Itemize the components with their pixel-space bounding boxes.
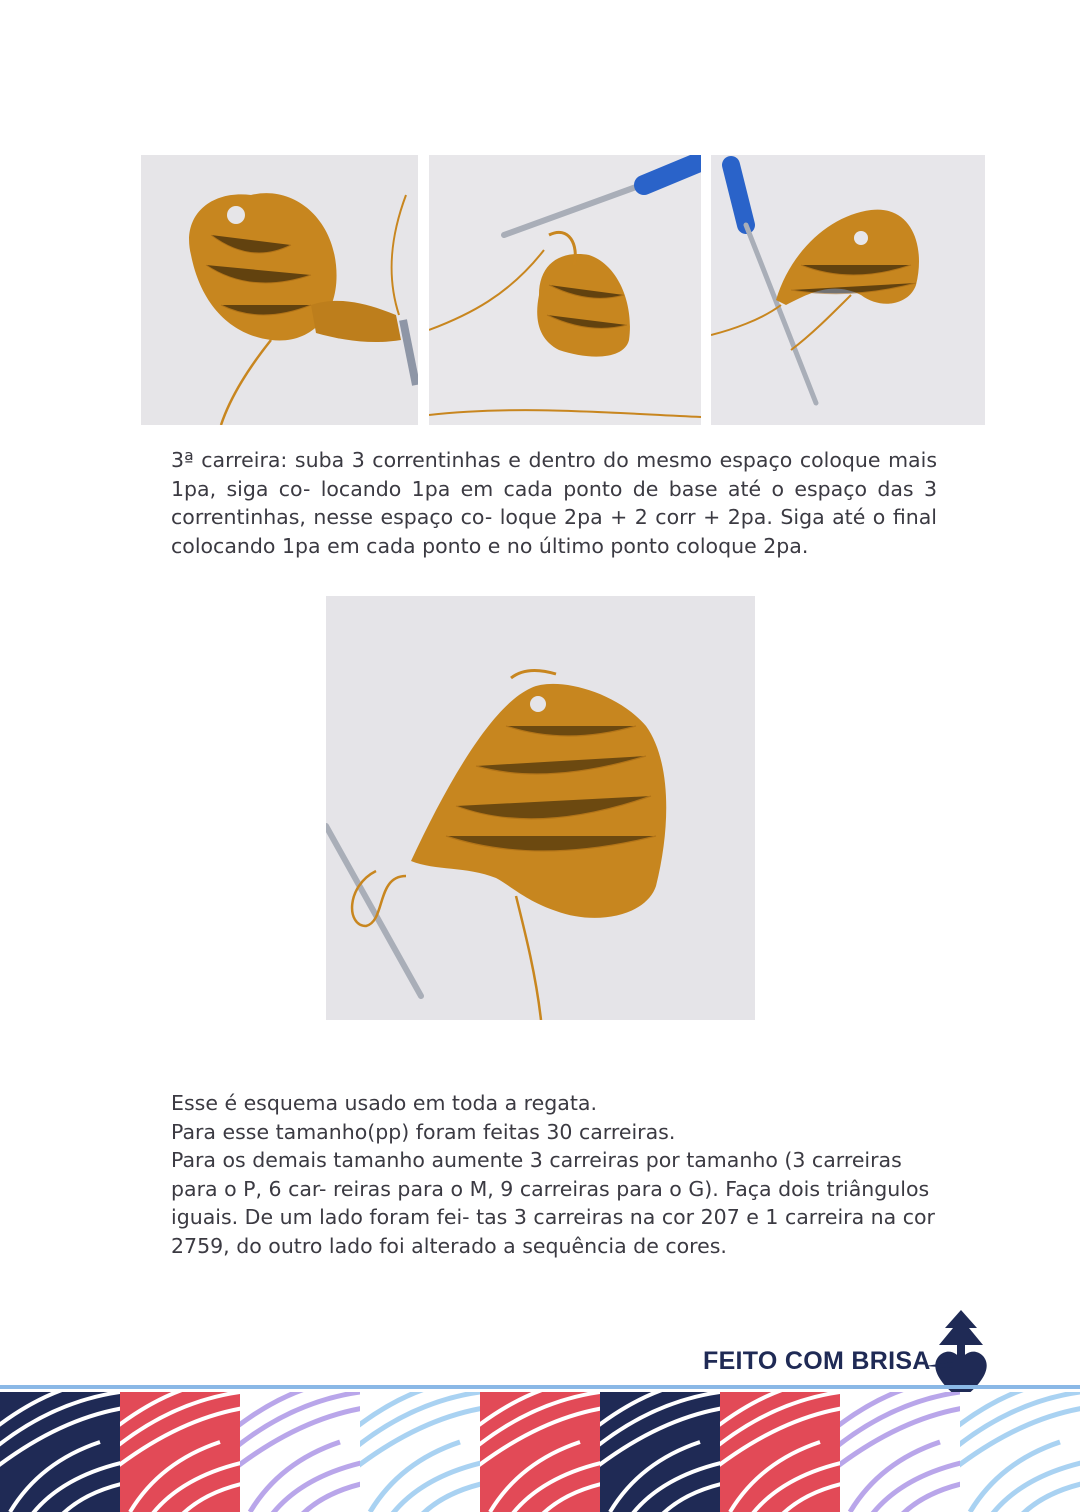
note-line: Esse é esquema usado em toda a regata. — [171, 1091, 597, 1115]
note-line: Para os demais tamanho aumente 3 carreiras por tamanho (3 carreiras para o P, 6 car- reiras para o M, 9 carreiras para o G). Faça dois triângulos iguais. De um lado foram fei- tas 3 carreiras na cor 207 e 1 carreira na cor 2759, do outro lado foi alterado a sequência de cores. — [171, 1148, 935, 1258]
yarn-ball-pattern — [0, 1392, 1080, 1512]
note-line: Para esse tamanho(pp) foram feitas 30 carreiras. — [171, 1119, 676, 1144]
crochet-step-photo-1 — [141, 155, 418, 425]
crochet-step-photo-3 — [711, 155, 985, 425]
footer-divider — [0, 1385, 1080, 1389]
general-notes — [171, 1089, 937, 1261]
brand-name: FEITO COM BRISA — [703, 1347, 931, 1375]
crochet-step-photo-2 — [429, 155, 701, 425]
row-3-instructions: 3ª carreira: suba 3 correntinhas e dentro do mesmo espaço coloque mais 1pa, siga co- locando 1pa em cada ponto de base até o espaço das 3 correntinhas, nesse espaço co- loque 2pa + 2 corr + 2pa. Siga até o final colocando 1pa em cada ponto e no último ponto coloque 2pa. — [171, 448, 937, 558]
crochet-result-photo — [326, 596, 755, 1020]
